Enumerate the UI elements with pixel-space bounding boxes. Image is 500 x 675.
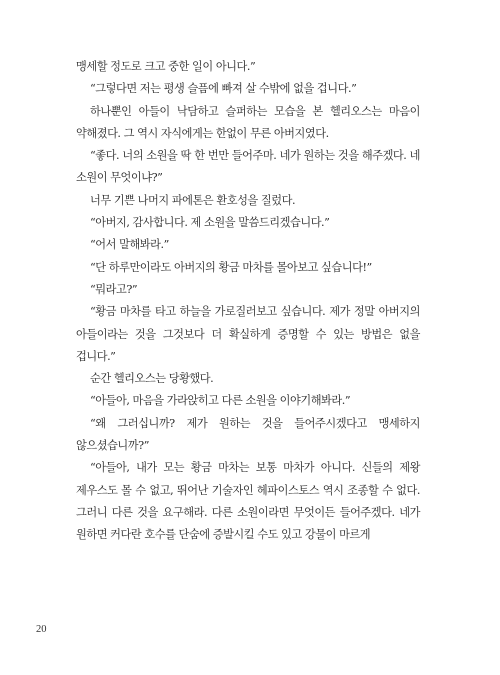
paragraph: “황금 마차를 타고 하늘을 가로질러보고 싶습니다. 제가 정말 아버지의 아들이라는 것을 그것보다 더 확실하게 증명할 수 있는 방법은 없을 겁니다.” [76, 305, 420, 363]
paragraph-continuation: 맹세할 정도로 크고 중한 일이 아니다.” [76, 60, 256, 73]
paragraph: “단 하루만이라도 아버지의 황금 마차를 몰아보고 싶습니다!” [90, 260, 372, 274]
paragraph: 하나뿐인 아들이 낙담하고 슬퍼하는 모습을 본 헬리오스는 마음이 약해졌다. 그 역시 자식에게는 한없이 무른 아버지였다. [76, 104, 420, 140]
paragraph: “왜 그러십니까? 제가 원하는 것을 들어주시겠다고 맹세하지 않으셨습니까?” [76, 416, 420, 453]
body-text [76, 56, 420, 547]
paragraph: “아버지, 감사합니다. 제 소원을 말씀드리겠습니다.” [90, 216, 330, 230]
page-number: 20 [36, 624, 47, 635]
paragraph: “좋다. 너의 소원을 딱 한 번만 들어주마. 네가 원하는 것을 해주겠다. 네 소원이 무엇이냐?” [76, 149, 420, 185]
paragraph: 너무 기쁜 나머지 파에톤은 환호성을 질렀다. [90, 193, 296, 207]
paragraph: “아들아, 마음을 가라앉히고 다른 소원을 이야기해봐라.” [90, 394, 351, 408]
paragraph: 순간 헬리오스는 당황했다. [90, 372, 214, 386]
paragraph: “뭐라고?” [90, 282, 138, 296]
paragraph: “그렇다면 저는 평생 슬픔에 빠져 살 수밖에 없을 겁니다.” [90, 82, 357, 96]
paragraph: “어서 말해봐라.” [90, 238, 169, 252]
paragraph: “아들아, 내가 모는 황금 마차는 보통 마차가 아니다. 신들의 제왕 제우스도 몰 수 없고, 뛰어난 기술자인 헤파이스토스 역시 조종할 수 없다. 그러니 다른 것을 요구해라. 다른 소원이라면 무엇이든 들어주겠다. 네가 원하면 커다란 호수를 단숨에 증발시킬 수도 있고 강물이 마르게 [76, 461, 420, 542]
